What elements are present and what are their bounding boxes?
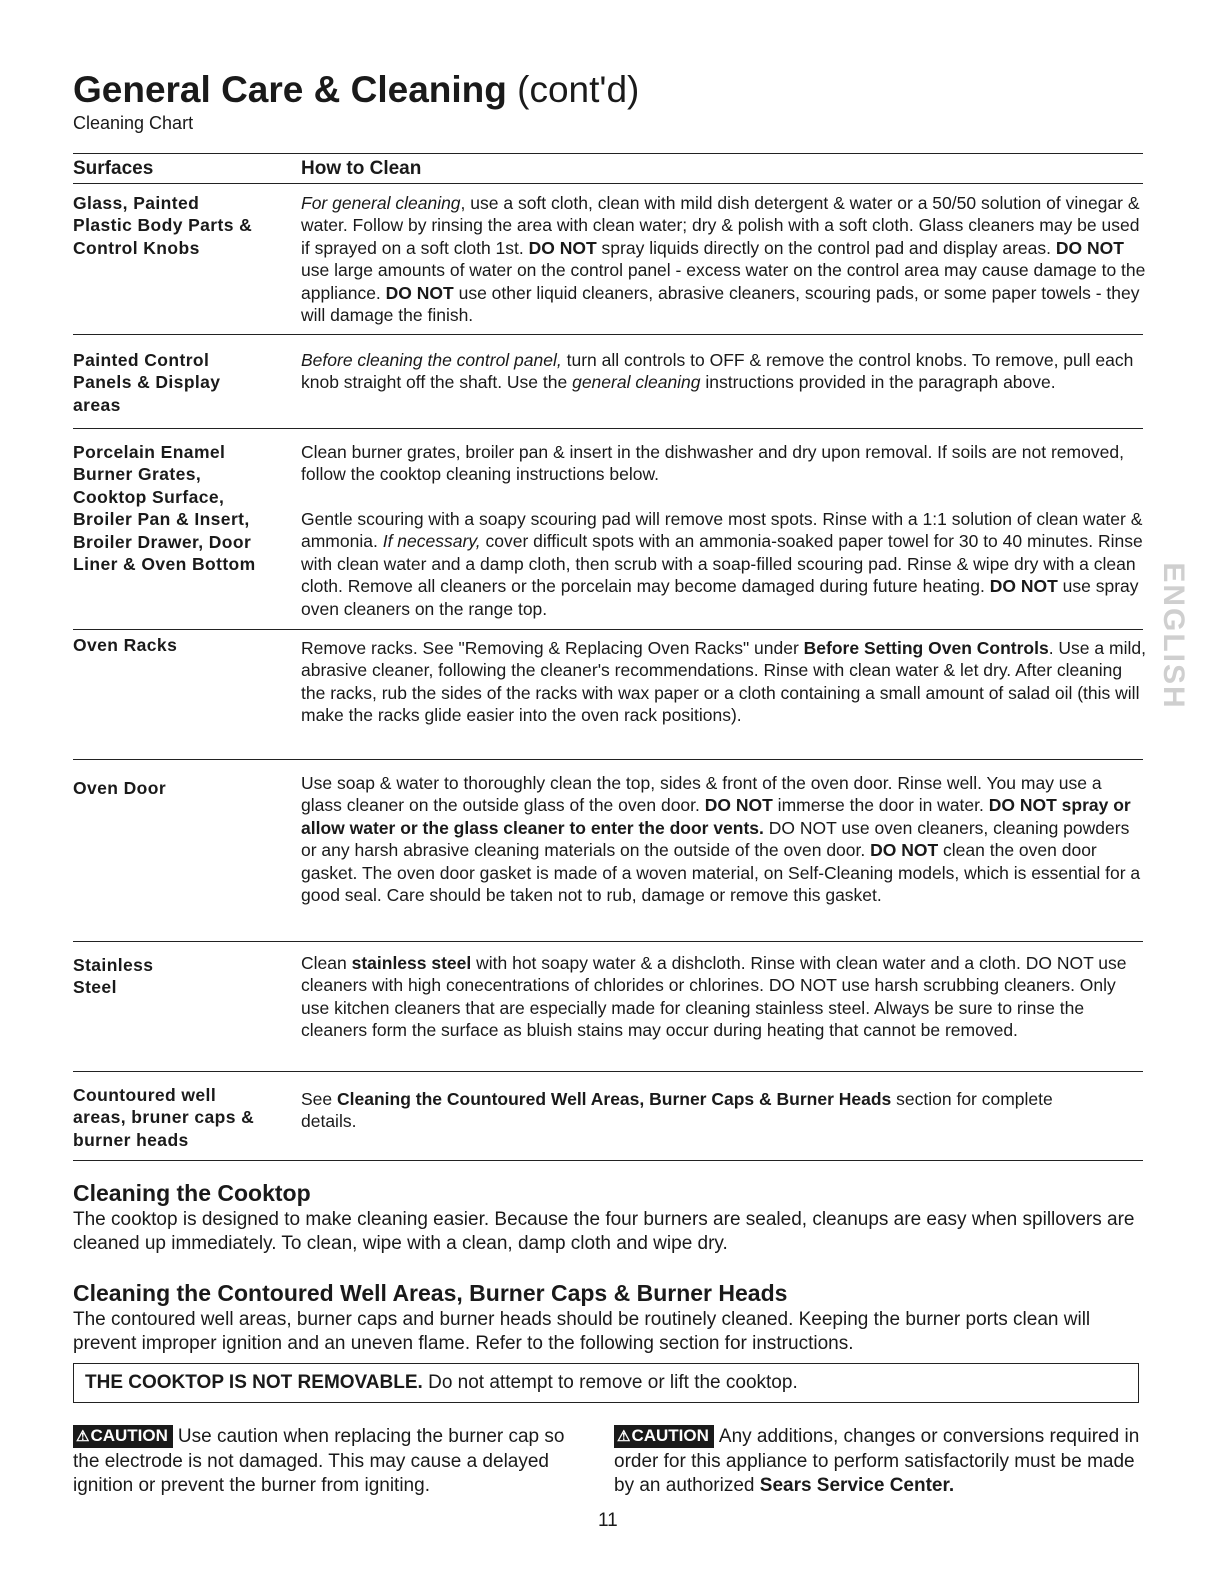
table-row-surface — [73, 1084, 288, 1151]
row-divider — [73, 428, 1143, 429]
section-text-contoured-wells: The contoured well areas, burner caps and burner heads should be routinely cleaned. Keeping the burner ports clean will prevent improper ignition and an uneven flame. Refer to the following section for instructions. — [73, 1309, 1091, 1354]
table-row-instructions: See Cleaning the Countoured Well Areas, Burner Caps & Burner Heads section for complete details. — [301, 1089, 1053, 1132]
table-row-surface — [73, 634, 288, 656]
column-header-surfaces: Surfaces — [73, 158, 154, 179]
page-title-main: General Care & Cleaning — [73, 69, 507, 110]
surface-line: areas — [73, 394, 121, 415]
surface-line: Glass, Painted — [73, 193, 200, 213]
section-heading-cooktop: Cleaning the Cooktop — [73, 1180, 311, 1206]
table-row-instructions: Clean stainless steel with hot soapy water & a dishcloth. Rinse with clean water and a cloth. DO NOT use cleaners with high conecentrations of chlorides or chlorines. DO NOT use harsh scrubbing cleaners. Only use kitchen cleaners that are especially made for cleaning stainless steel. Always be sure to rinse the cleaners form the surface as bluish stains may occur during heating that cannot be removed. — [301, 953, 1127, 1041]
notice-text: Do not attempt to remove or lift the cooktop. — [428, 1372, 798, 1393]
table-row-instructions: Clean burner grates, broiler pan & insert in the dishwasher and dry upon removal. If soils are not removed, follow the cooktop cleaning instructions below. — [301, 442, 1124, 485]
surface-line: Countoured well — [73, 1085, 217, 1105]
surface-line: Broiler Drawer, Door — [73, 531, 252, 552]
table-header-rule — [73, 183, 1143, 184]
row-divider — [73, 941, 1143, 942]
table-top-rule — [73, 153, 1143, 154]
surface-line: Broiler Pan & Insert, — [73, 509, 250, 530]
surface-line: Burner Grates, — [73, 464, 202, 485]
surface-line: Steel — [73, 977, 117, 998]
surface-line: Plastic Body Parts & — [73, 215, 253, 236]
table-row-instructions-extra: Gentle scouring with a soapy scouring pad will remove most spots. Rinse with a 1:1 solution of clean water & ammonia. If necessary, cover difficult spots with an ammonia-soaked paper towel for 30 to 40 minutes. Rinse with clean water and a damp cloth, then scrub with a soap-filled scouring pad. Rinse & wipe dry with a clean cloth. Remove all cleaners or the porcelain may become damaged during future heating. DO NOT use spray oven cleaners on the range top. — [301, 509, 1143, 619]
table-row-instructions: Before cleaning the control panel, turn all controls to OFF & remove the control knobs. To remove, pull each knob straight off the shaft. Use the general cleaning instructions provided in the paragraph above. — [301, 350, 1134, 393]
table-row-surface — [73, 349, 288, 416]
caution-text: Use caution when replacing the burner cap so the electrode is not damaged. This may cause a delayed ignition or prevent the burner from igniting. — [73, 1426, 565, 1496]
caution-text: Any additions, changes or conversions required in order for this appliance to perform satisfactorily must be made by an authorized Sears Service Center. — [614, 1426, 1140, 1496]
table-row-surface — [73, 441, 288, 575]
page-subtitle: Cleaning Chart — [73, 113, 194, 133]
page-title-suffix: (cont'd) — [517, 69, 640, 110]
table-row-surface — [73, 777, 288, 799]
surface-line: Oven Door — [73, 778, 167, 798]
language-label: ENGLISH — [1157, 562, 1190, 710]
section-heading-contoured-wells: Cleaning the Contoured Well Areas, Burner Caps & Burner Heads — [73, 1280, 788, 1306]
cooktop-not-removable-notice — [73, 1363, 1139, 1403]
row-divider — [73, 759, 1143, 760]
surface-line: areas, bruner caps & — [73, 1107, 255, 1128]
surface-line: Control Knobs — [73, 237, 200, 258]
page-title — [73, 68, 639, 112]
table-row-surface — [73, 192, 288, 259]
caution-badge — [614, 1425, 714, 1448]
caution-badge — [73, 1425, 173, 1448]
surface-line: Panels & Display — [73, 372, 221, 393]
caution-note-service — [614, 1425, 1144, 1499]
row-divider — [73, 1071, 1143, 1072]
table-row-instructions: Remove racks. See "Removing & Replacing Oven Racks" under Before Setting Oven Controls. Use a mild, abrasive cleaner, following the cleaner's recommendations. Rinse with clean water & let dry. After cleaning the racks, rub the sides of the racks with wax paper or a cloth containing a small amount of salad oil (this will make the racks glide easier into the oven rack positions). — [301, 638, 1146, 726]
surface-line: Oven Racks — [73, 635, 178, 655]
surface-line: Cooktop Surface, — [73, 486, 225, 507]
surface-line: Porcelain Enamel — [73, 442, 226, 462]
table-row-surface — [73, 954, 288, 999]
language-side-tab — [1150, 563, 1188, 713]
surface-line: Stainless — [73, 955, 154, 975]
notice-bold: THE COOKTOP IS NOT REMOVABLE. — [85, 1372, 423, 1393]
surface-line: Painted Control — [73, 350, 210, 370]
page-number: 11 — [598, 1510, 618, 1531]
section-text-cooktop: The cooktop is designed to make cleaning easier. Because the four burners are sealed, cleanups are easy when spillovers are cleaned up immediately. To clean, wipe with a clean, damp cloth and wipe dry. — [73, 1209, 1135, 1254]
row-divider — [73, 334, 1143, 335]
table-row-instructions: For general cleaning, use a soft cloth, clean with mild dish detergent & water or a 50/50 solution of vinegar & water. Follow by rinsing the area with clean water; dry & polish with a soft cloth. Glass cleaners may be used if sprayed on a soft cloth 1st. DO NOT spray liquids directly on the control pad and display areas. DO NOT use large amounts of water on the control panel - excess water on the control area may cause damage to the appliance. DO NOT use other liquid cleaners, abrasive cleaners, scouring pads, or some paper towels - they will damage the finish. — [301, 193, 1146, 326]
warning-icon: ⚠ — [617, 1428, 631, 1445]
caution-badge-label: CAUTION — [631, 1426, 709, 1445]
surface-line: Liner & Oven Bottom — [73, 554, 256, 575]
table-row-instructions: Use soap & water to thoroughly clean the top, sides & front of the oven door. Rinse well. You may use a glass cleaner on the outside glass of the oven door. DO NOT immerse the door in water. DO NOT spray or allow water or the glass cleaner to enter the door vents. DO NOT use oven cleaners, cleaning powders or any harsh abrasive cleaning materials on the outside of the oven door. DO NOT clean the oven door gasket. The oven door gasket is made of a woven material, on Self-Cleaning models, which is essential for a good seal. Care should be taken not to rub, damage or remove this gasket. — [301, 773, 1141, 906]
warning-icon: ⚠ — [76, 1428, 90, 1445]
table-bottom-rule — [73, 1160, 1143, 1161]
row-divider — [73, 629, 1143, 630]
column-header-how-to-clean: How to Clean — [301, 158, 422, 179]
caution-badge-label: CAUTION — [90, 1426, 168, 1445]
caution-note-burner-cap — [73, 1425, 578, 1499]
surface-line: burner heads — [73, 1129, 189, 1150]
